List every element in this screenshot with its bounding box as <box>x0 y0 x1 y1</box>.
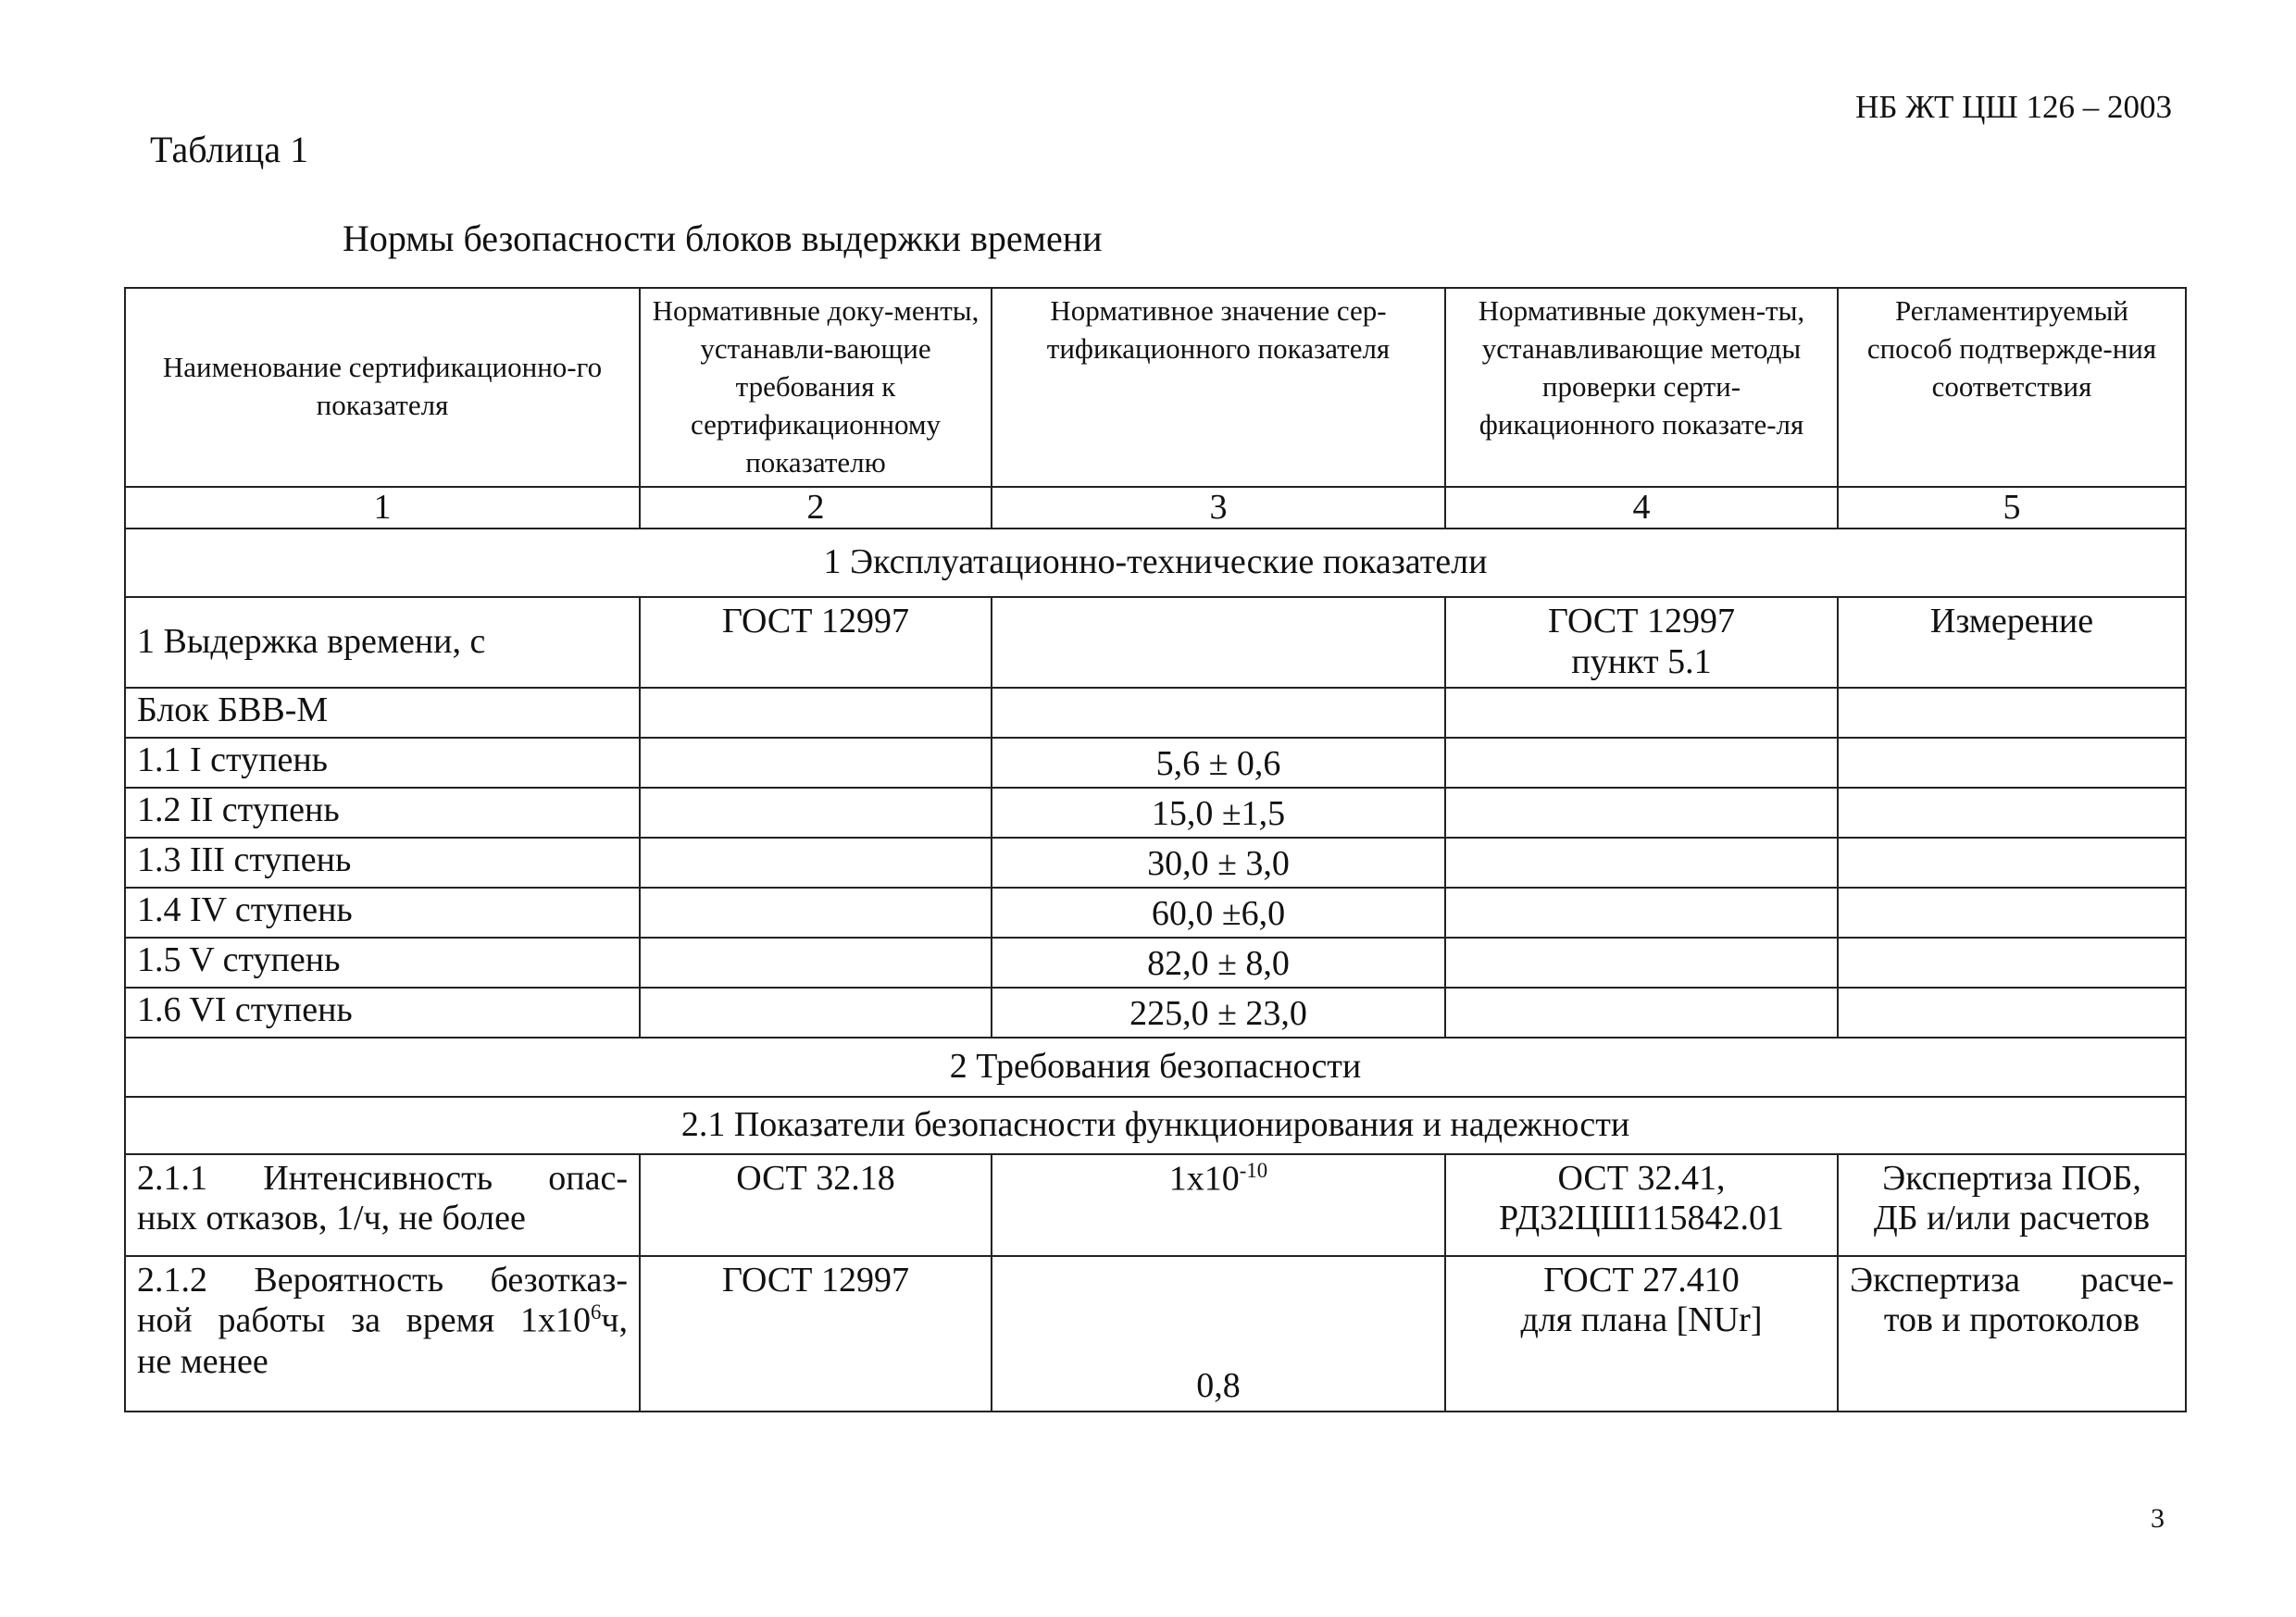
empty-cell <box>640 988 992 1038</box>
method-doc-line: пункт 5.1 <box>1571 641 1712 681</box>
section-row <box>125 1038 2186 1097</box>
table-row <box>125 938 2186 988</box>
empty-cell <box>640 738 992 788</box>
table-row <box>125 838 2186 888</box>
column-number: 4 <box>1445 487 1838 529</box>
value-base: 1x10 <box>1168 1159 1240 1199</box>
empty-cell <box>1445 838 1838 888</box>
table-row <box>125 988 2186 1038</box>
empty-cell <box>1838 738 2186 788</box>
empty-cell <box>1445 938 1838 988</box>
confirmation-line: Экспертиза расче- <box>1850 1260 2174 1300</box>
table-label: Таблица 1 <box>150 129 309 170</box>
indicator-name <box>125 1154 640 1256</box>
table-row <box>125 788 2186 838</box>
indicator-name-line: не менее <box>137 1341 268 1381</box>
empty-cell <box>992 688 1445 738</box>
indicator-name-part: ной работы за время 1x10 <box>137 1300 591 1340</box>
indicator-name <box>125 1256 640 1412</box>
stage-value: 15,0 ±1,5 <box>992 788 1445 838</box>
stage-value: 30,0 ± 3,0 <box>992 838 1445 888</box>
indicator-name-line: 2.1.2 Вероятность безотказ- <box>137 1260 628 1300</box>
empty-cell <box>1445 738 1838 788</box>
empty-cell <box>640 838 992 888</box>
method-doc <box>1445 597 1838 687</box>
method-doc-line: для плана [NUr] <box>1520 1300 1763 1340</box>
stage-value: 82,0 ± 8,0 <box>992 938 1445 988</box>
normative-value <box>992 597 1445 687</box>
section-row <box>125 529 2186 597</box>
empty-cell <box>1838 788 2186 838</box>
normative-value: 0,8 <box>992 1256 1445 1412</box>
stage-value: 60,0 ±6,0 <box>992 888 1445 938</box>
document-code: НБ ЖТ ЦШ 126 – 2003 <box>1855 89 2172 125</box>
confirmation-method <box>1838 1154 2186 1256</box>
empty-cell <box>1445 788 1838 838</box>
empty-cell <box>1445 988 1838 1038</box>
empty-cell <box>1838 688 2186 738</box>
stage-name: 1.5 V ступень <box>125 938 640 988</box>
method-doc-line: ГОСТ 27.410 <box>1543 1260 1740 1300</box>
header-normative-value: Нормативное значение сер-тификационного показателя <box>992 288 1445 487</box>
column-number: 3 <box>992 487 1445 529</box>
stage-value: 225,0 ± 23,0 <box>992 988 1445 1038</box>
indicator-name: 1 Выдержка времени, с <box>125 597 640 687</box>
section-title-operational: 1 Эксплуатационно-технические показатели <box>125 529 2186 597</box>
indicator-name-line: 2.1.1 Интенсивность опас- <box>137 1158 628 1198</box>
table-row <box>125 1154 2186 1256</box>
table-row <box>125 688 2186 738</box>
empty-cell <box>1445 888 1838 938</box>
empty-cell <box>640 888 992 938</box>
method-doc-line: ГОСТ 12997 <box>1548 602 1735 641</box>
norms-table <box>124 287 2187 1412</box>
method-doc-line: ОСТ 32.41, <box>1557 1158 1726 1198</box>
stage-name: 1.2 II ступень <box>125 788 640 838</box>
stage-name: 1.1 I ступень <box>125 738 640 788</box>
value-exponent: -10 <box>1239 1158 1268 1182</box>
method-doc-line: РД32ЦШ115842.01 <box>1498 1199 1785 1238</box>
table-title: Нормы безопасности блоков выдержки времени <box>343 218 1103 259</box>
method-doc <box>1445 1256 1838 1412</box>
column-number: 5 <box>1838 487 2186 529</box>
section-row <box>125 1097 2186 1154</box>
empty-cell <box>1838 938 2186 988</box>
empty-cell <box>1445 688 1838 738</box>
empty-cell <box>1838 838 2186 888</box>
confirmation-line: тов и протоколов <box>1883 1300 2140 1340</box>
normative-value <box>992 1154 1445 1256</box>
table-row <box>125 1256 2186 1412</box>
column-number: 2 <box>640 487 992 529</box>
indicator-name-line: ных отказов, 1/ч, не более <box>137 1199 526 1238</box>
page-number: 3 <box>2151 1503 2165 1534</box>
header-indicator-name: Наименование сертификационно-го показателя <box>125 288 640 487</box>
indicator-name-part: ч, <box>601 1300 628 1340</box>
empty-cell <box>1838 888 2186 938</box>
requirement-doc: ГОСТ 12997 <box>640 597 992 687</box>
table-row <box>125 738 2186 788</box>
stage-name: 1.4 IV ступень <box>125 888 640 938</box>
stage-name: 1.3 III ступень <box>125 838 640 888</box>
block-label: Блок БВВ-М <box>125 688 640 738</box>
column-number: 1 <box>125 487 640 529</box>
stage-value: 5,6 ± 0,6 <box>992 738 1445 788</box>
confirmation-method: Измерение <box>1838 597 2186 687</box>
empty-cell <box>1838 988 2186 1038</box>
header-confirmation-method: Регламентируемый способ подтвержде-ния соответствия <box>1838 288 2186 487</box>
method-doc <box>1445 1154 1838 1256</box>
empty-cell <box>640 938 992 988</box>
indicator-name-exponent: 6 <box>590 1300 602 1325</box>
section-title-safety: 2 Требования безопасности <box>125 1038 2186 1097</box>
stage-name: 1.6 VI ступень <box>125 988 640 1038</box>
column-number-row <box>125 487 2186 529</box>
confirmation-method <box>1838 1256 2186 1412</box>
section-title-functional-safety: 2.1 Показатели безопасности функционирования и надежности <box>125 1097 2186 1154</box>
indicator-name-line <box>137 1300 628 1341</box>
header-method-docs: Нормативные докумен-ты, устанавливающие методы проверки серти-фикационного показате-ля <box>1445 288 1838 487</box>
empty-cell <box>640 688 992 738</box>
confirmation-line: ДБ и/или расчетов <box>1873 1199 2151 1238</box>
empty-cell <box>640 788 992 838</box>
requirement-doc: ОСТ 32.18 <box>640 1154 992 1256</box>
confirmation-line: Экспертиза ПОБ, <box>1882 1158 2141 1198</box>
header-requirement-docs: Нормативные доку-менты, устанавли-вающие требования к сертификационному показателю <box>640 288 992 487</box>
table-row <box>125 597 2186 687</box>
table-header-row <box>125 288 2186 487</box>
requirement-doc: ГОСТ 12997 <box>640 1256 992 1412</box>
table-row <box>125 888 2186 938</box>
